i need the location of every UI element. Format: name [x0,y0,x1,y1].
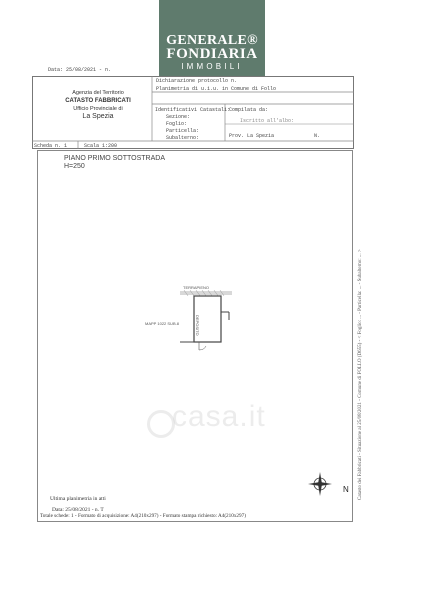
office-city: La Spezia [82,113,114,120]
brand-line-2: FONDIARIA [166,46,258,62]
scala-label: Scala 1:200 [84,143,118,149]
plan-title-line2: H=250 [64,163,85,170]
n-label: N. [314,133,321,139]
plan-title-line1: PIANO PRIMO SOTTOSTRADA [64,155,165,162]
particella-label: Particella: [166,128,200,134]
terrapieno-label: TERRAPIENO [183,285,210,290]
sezione-label: Sezione: [166,114,191,120]
iscritto-label: Iscritto all'albo: [240,118,295,124]
office-ufficio: Ufficio Provinciale di [73,106,123,112]
brand-line-1: GENERALE® [166,33,258,48]
dichiarazione-label: Dichiarazione protocollo n. [156,78,238,84]
compass-icon [306,470,342,506]
office-agency: Agenzia del Territorio [72,90,124,96]
office-catasto: CATASTO FABBRICATI [65,98,131,104]
brand-line-3: IMMOBILI [181,62,243,71]
prov-label: Prov. La Spezia [229,133,275,139]
identificativi-label: Identificativi Catastali: [155,107,231,113]
scheda-label: Scheda n. 1 [34,143,68,149]
planimetria-label: Planimetria di u.i.u. in Comune di Follo [156,86,277,92]
footer-ultima: Ultima planimetria in atti [50,496,106,502]
mapp-label: MAPP 1022 SUB.8 [145,321,179,326]
subalterno-label: Subalterno: [166,135,200,141]
footer-schede: Totale schede: 1 - Formato di acquisizione: A4(210x297) - Formato stampa richiesto: A4(210x297) [40,513,246,519]
deposito-label: DEPOSITO [195,315,200,336]
compilata-label: Compilata da: [229,107,269,113]
watermark: casa.it [172,400,266,433]
side-vertical-text: Catasto dei Fabbricati - Situazione al 25/08/2021 - Comune di FOLLO (D655) - < Foglio: ... - Particella: ... - Subalterno: ... > [358,249,363,500]
watermark-circle-icon [147,410,175,438]
header-date: Data: 25/08/2021 - n. [48,67,112,73]
foglio-label: Foglio: [166,121,188,127]
compass-label: N [343,485,349,494]
footer-date: Data: 25/08/2021 - n. T [52,507,104,513]
